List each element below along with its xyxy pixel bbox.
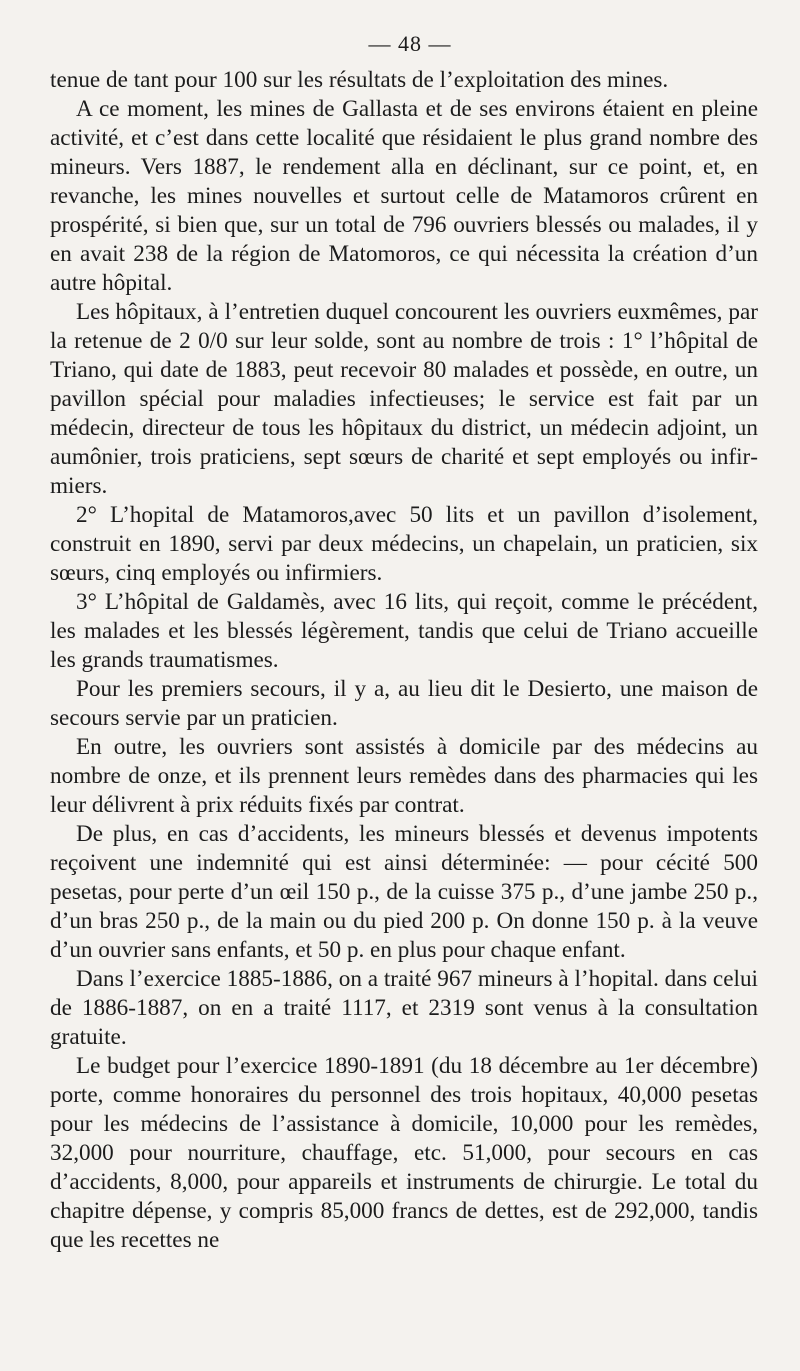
paragraph-gallasta-mines: A ce moment, les mines de Gallasta et de ses environs étaient en pleine activité, et c’est dans cette localité que résidaient le plus grand nombre des mineurs. Vers 1887, le rendement alla en déclinant, sur ce point, et, en revanche, les mines nouvelles et surtout celle de Matamoros crûrent en prospérité, si bien que, sur un total de 796 ouvriers blessés ou malades, il y en avait 238 de la région de Matomoros, ce qui nécessita la création d’un autre hôpital. bbox=[50, 96, 758, 296]
paragraph-home-assistance: En outre, les ouvriers sont assistés à domicile par des médecins au nombre de onze, et ils prennent leurs remèdes dans des pharmacies qui les leur délivrent à prix réduits fixés par contrat. bbox=[50, 734, 758, 818]
paragraph-budget: Le budget pour l’exercice 1890-1891 (du 18 décembre au 1er décembre) porte, comme honoraires du personnel des trois hopitaux, 40,000 pesetas pour les médecins de l’assistance à domicile, 10,000 pour les remèdes, 32,000 pour nourriture, chauffage, etc. 51,000, pour secours en cas d’accidents, 8,000, pour appareils et instruments de chirurgie. Le total du chapitre dépense, y compris 85,000 francs de dettes, est de 292,000, tandis que les recettes ne bbox=[50, 1053, 758, 1253]
paragraph-hospital-matamoros: 2° L’hopital de Matamoros,avec 50 lits et un pavillon d’isolement, construit en 1890, servi par deux médecins, un chapelain, un praticien, six sœurs, cinq employés ou infirmiers. bbox=[50, 502, 758, 586]
paragraph-first-aid: Pour les premiers secours, il y a, au lieu dit le Desierto, une maison de secours servie par un praticien. bbox=[50, 676, 758, 731]
paragraph-continued: tenue de tant pour 100 sur les résultats de l’exploitation des mines. bbox=[50, 67, 669, 93]
paragraph-hospital-galdames: 3° L’hôpital de Galdamès, avec 16 lits, qui reçoit, comme le précédent, les malades et les blessés légèrement, tandis que celui de Triano accueille les grands traumatismes. bbox=[50, 589, 758, 673]
body-text bbox=[50, 66, 758, 1255]
paragraph-hospitals: Les hôpitaux, à l’entretien duquel concourent les ouvriers euxmêmes, par la retenue de 2 0/0 sur leur solde, sont au nombre de trois : 1° l’hôpital de Triano, qui date de 1883, peut recevoir 80 malades et possède, en outre, un pavillon spécial pour maladies infectieuses; le service est fait par un médecin, directeur de tous les hôpitaux du district, un médecin adjoint, un aumônier, trois praticiens, sept sœurs de charité et sept employés ou infirmiers. bbox=[50, 299, 758, 499]
paragraph-indemnities: De plus, en cas d’accidents, les mineurs blessés et devenus impotents reçoivent une indemnité qui est ainsi déterminée: — pour cécité 500 pesetas, pour perte d’un œil 150 p., de la cuisse 375 p., d’une jambe 250 p., d’un bras 250 p., de la main ou du pied 200 p. On donne 150 p. à la veuve d’un ouvrier sans enfants, et 50 p. en plus pour chaque enfant. bbox=[50, 821, 758, 963]
page-number: — 48 — bbox=[368, 31, 452, 56]
paragraph-exercise-statistics: Dans l’exercice 1885-1886, on a traité 967 mineurs à l’hopital. dans celui de 1886-1887, on en a traité 1117, et 2319 sont venus à la consultation gratuite. bbox=[50, 966, 758, 1050]
